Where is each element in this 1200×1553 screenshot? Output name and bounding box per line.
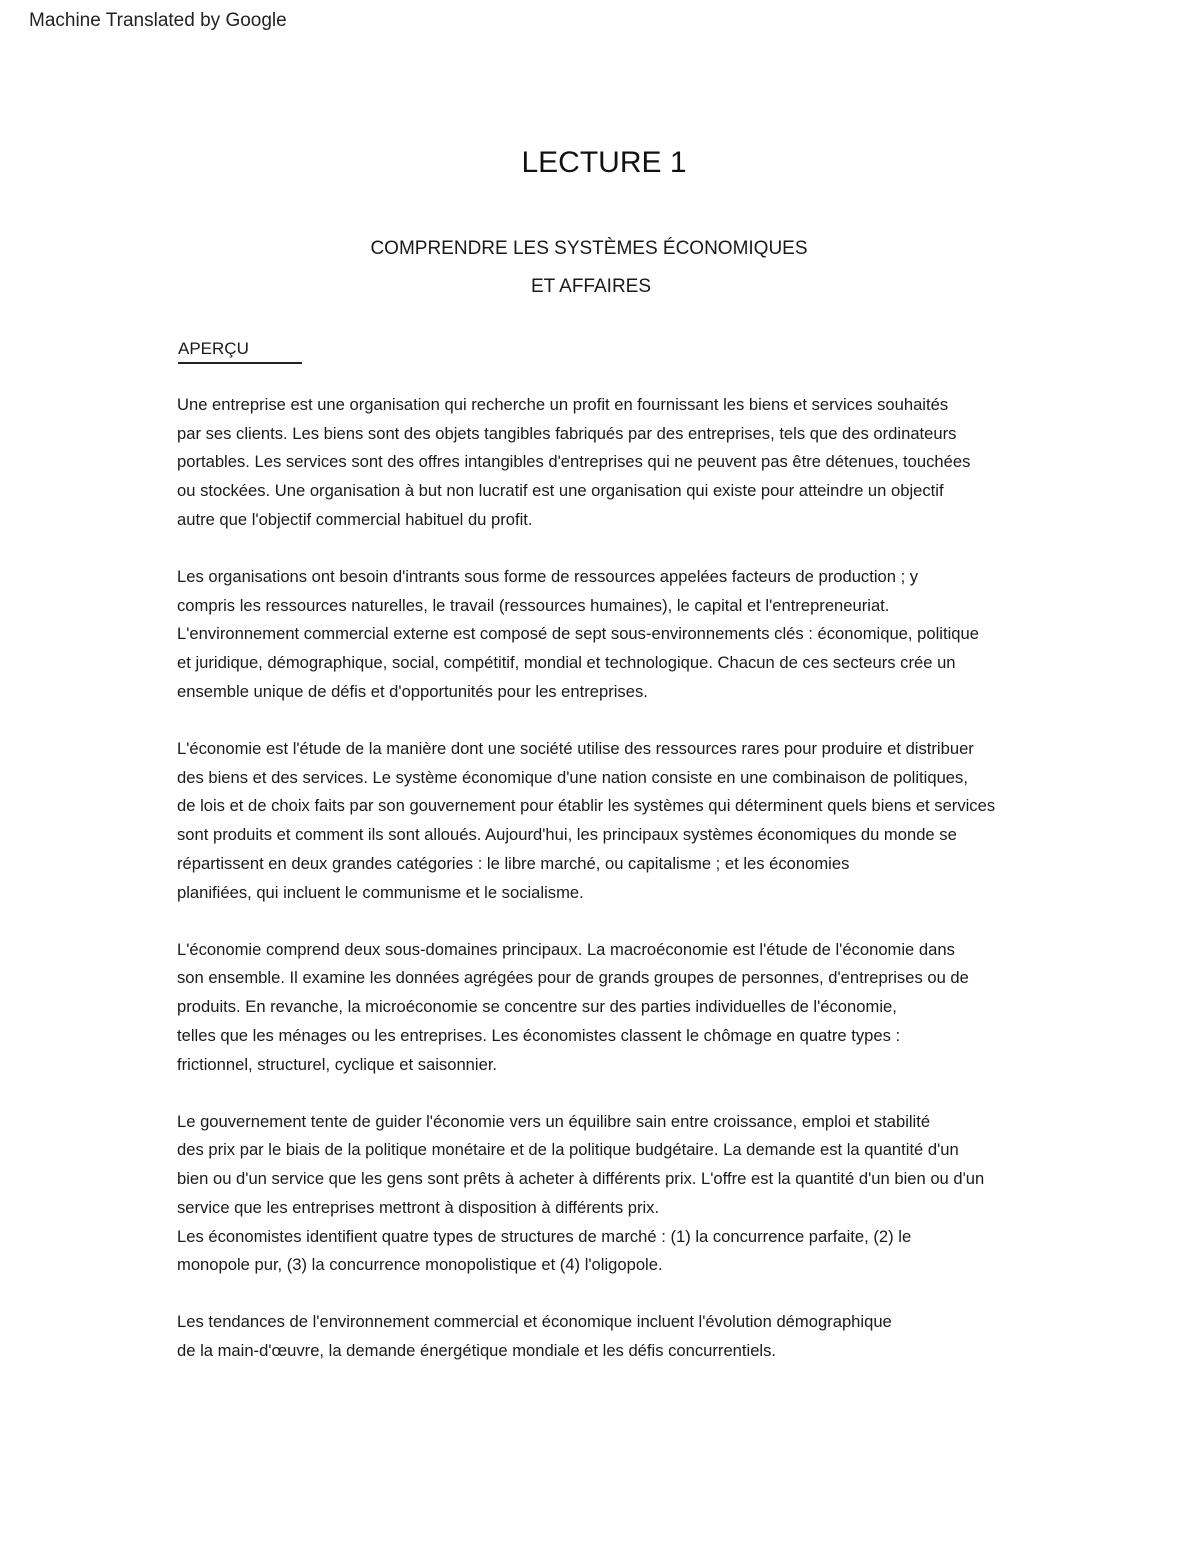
text-line: et juridique, démographique, social, compétitif, mondial et technologique. Chacun de ces secteurs crée un xyxy=(177,653,956,673)
text-line: L'économie est l'étude de la manière dont une société utilise des ressources rares pour produire et distribuer xyxy=(177,739,974,759)
document-title: LECTURE 1 xyxy=(521,146,687,179)
paragraph xyxy=(177,563,1057,707)
text-line: sont produits et comment ils sont alloués. Aujourd'hui, les principaux systèmes économiques du monde se xyxy=(177,825,957,845)
document-body xyxy=(177,391,1057,1394)
text-line: Les tendances de l'environnement commercial et économique incluent l'évolution démographique xyxy=(177,1312,892,1332)
text-line: compris les ressources naturelles, le travail (ressources humaines), le capital et l'entrepreneuriat. xyxy=(177,595,890,615)
text-line: Les organisations ont besoin d'intrants sous forme de ressources appelées facteurs de production ; y xyxy=(177,567,919,587)
text-line: planifiées, qui incluent le communisme et le socialisme. xyxy=(177,882,584,902)
text-line: service que les entreprises mettront à disposition à différents prix. xyxy=(177,1197,660,1217)
text-line: frictionnel, structurel, cyclique et saisonnier. xyxy=(177,1054,498,1074)
text-line: telles que les ménages ou les entreprises. Les économistes classent le chômage en quatre types : xyxy=(177,1025,901,1045)
text-line: Les économistes identifient quatre types de structures de marché : (1) la concurrence parfaite, (2) le xyxy=(177,1226,912,1246)
text-line: portables. Les services sont des offres intangibles d'entreprises qui ne peuvent pas être détenues, touchées xyxy=(177,452,971,472)
paragraph xyxy=(177,936,1057,1080)
document-subtitle-line-1: COMPRENDRE LES SYSTÈMES ÉCONOMIQUES xyxy=(370,238,808,259)
paragraph xyxy=(177,391,1057,535)
text-line: Le gouvernement tente de guider l'économie vers un équilibre sain entre croissance, emploi et stabilité xyxy=(177,1111,931,1131)
text-line: des biens et des services. Le système économique d'une nation consiste en une combinaison de politiques, xyxy=(177,767,968,787)
section-heading: APERÇU xyxy=(178,339,302,364)
text-line: produits. En revanche, la microéconomie se concentre sur des parties individuelles de l'économie, xyxy=(177,997,897,1017)
document-subtitle-line-2: ET AFFAIRES xyxy=(530,276,652,297)
text-line: ensemble unique de défis et d'opportunités pour les entreprises. xyxy=(177,681,648,701)
paragraph xyxy=(177,1108,1057,1280)
text-line: Une entreprise est une organisation qui recherche un profit en fournissant les biens et services souhaités xyxy=(177,395,949,414)
text-line: ou stockées. Une organisation à but non lucratif est une organisation qui existe pour atteindre un objectif xyxy=(177,481,944,501)
text-line: des prix par le biais de la politique monétaire et de la politique budgétaire. La demande est la quantité d'un xyxy=(177,1140,959,1160)
paragraph xyxy=(177,1308,1057,1365)
text-line: monopole pur, (3) la concurrence monopolistique et (4) l'oligopole. xyxy=(177,1255,663,1275)
text-line: répartissent en deux grandes catégories : le libre marché, ou capitalisme ; et les économies xyxy=(177,853,850,873)
text-line: par ses clients. Les biens sont des objets tangibles fabriqués par des entreprises, tels que des ordinateurs xyxy=(177,423,957,443)
machine-translation-note: Machine Translated by Google xyxy=(29,10,287,31)
paragraph xyxy=(177,735,1057,907)
text-line: L'économie comprend deux sous-domaines principaux. La macroéconomie est l'étude de l'économie dans xyxy=(177,939,955,959)
text-line: L'environnement commercial externe est composé de sept sous-environnements clés : économique, politique xyxy=(177,624,979,644)
text-line: de lois et de choix faits par son gouvernement pour établir les systèmes qui déterminent quels biens et services xyxy=(177,796,996,816)
text-line: bien ou d'un service que les gens sont prêts à acheter à différents prix. L'offre est la quantité d'un bien ou d'un xyxy=(177,1169,985,1189)
text-line: de la main-d'œuvre, la demande énergétique mondiale et les défis concurrentiels. xyxy=(177,1341,777,1361)
text-line: son ensemble. Il examine les données agrégées pour de grands groupes de personnes, d'entreprises ou de xyxy=(177,968,969,988)
text-line: autre que l'objectif commercial habituel du profit. xyxy=(177,509,533,529)
